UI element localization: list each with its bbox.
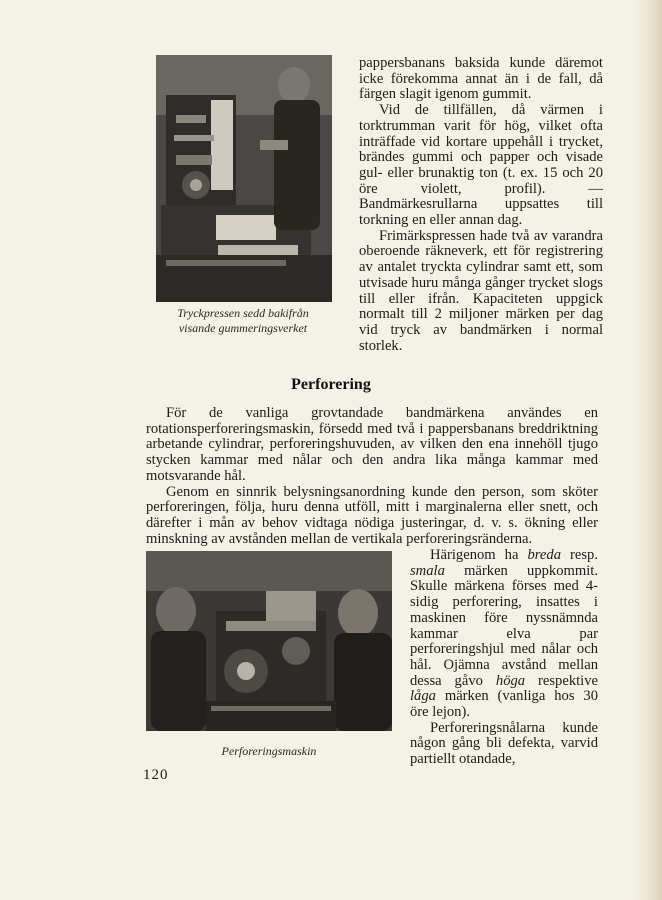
emphasis: höga bbox=[495, 672, 526, 689]
paragraph: Perforeringsnålarna kunde någon gång bli defekta, varvid partiellt otandade, bbox=[410, 719, 598, 768]
caption-line: Tryckpressen sedd bakifrån bbox=[177, 306, 309, 320]
page-edge-shadow bbox=[632, 0, 662, 900]
paragraph bbox=[410, 548, 598, 721]
emphasis: smala bbox=[410, 562, 445, 579]
figure-caption-perforating: Perforeringsmaskin bbox=[221, 744, 317, 758]
page-number: 120 bbox=[143, 767, 169, 783]
text-run: märken (vanliga hos 30 öre lejon). bbox=[410, 688, 598, 721]
figure-caption-press bbox=[148, 306, 338, 336]
photo-printing-press bbox=[156, 55, 332, 302]
paragraph: Vid de tillfällen, då värmen i torktrumman varit för hög, vilket ofta inträffade vid kortare uppehåll i trycket, brändes gummi och papper och visade gul- eller brunaktig ton (t. ex. 15 och 20 öre violett, profil). — Bandmärkesrullarna uppsattes till torkning en eller annan dag. bbox=[359, 102, 603, 229]
section-heading: Perforering bbox=[291, 376, 371, 393]
paragraph: Frimärkspressen hade två av varandra oberoende räkneverk, ett för registrering av antalet tryckta cylindrar samt ett, som utvisade huru många gånger trycket slogs till eller ifrån. Kapaciteten uppgick normalt till 2 miljoner märken per dag vid tryck av bandmärken i normal storlek. bbox=[359, 227, 603, 354]
photo-perforating-machine bbox=[146, 551, 392, 731]
printing-press-illustration bbox=[156, 55, 332, 302]
paragraph: För de vanliga grovtandade bandmärkena användes en rotationsperforeringsmaskin, försedd med två i pappersbanans breddriktning arbetande cylindrar, perforeringshuvuden, av vilken den ena innehöll tjugo stycken kammar med nålar och den andra lika många kammar med motsvarande hål. bbox=[146, 405, 598, 484]
right-column-text bbox=[359, 56, 603, 354]
paragraph: Genom en sinnrik belysningsanordning kunde den person, som sköter perforeringen, följa, huru denna utföll, mitt i marginalerna eller snett, och därefter i mån av behov vidtaga nödiga justeringar, d. v. s. ökning eller minskning av avstånden mellan de vertikala perforeringsränderna. bbox=[146, 483, 598, 547]
paragraph: pappersbanans baksida kunde däremot icke förekomma annat än i de fall, då färgen slagit igenom gummit. bbox=[359, 55, 603, 103]
text-run: märken uppkommit. Skulle märkena förses med 4-sidig perforering, insattes i maskinen före nyssnämnda kammar elva par perforeringshjul med nålar och hål. Ojämna avstånd mellan dessa gåvo bbox=[410, 562, 598, 689]
emphasis: breda bbox=[527, 547, 561, 563]
right-column-text-lower bbox=[410, 548, 598, 768]
text-run: resp. bbox=[561, 547, 598, 563]
text-run: respektive bbox=[525, 672, 598, 689]
caption-line: visande gummeringsverket bbox=[178, 321, 308, 335]
full-width-text bbox=[146, 406, 598, 547]
emphasis: låga bbox=[410, 688, 436, 705]
text-run: Härigenom ha bbox=[430, 547, 528, 563]
perforating-machine-illustration bbox=[146, 551, 392, 731]
